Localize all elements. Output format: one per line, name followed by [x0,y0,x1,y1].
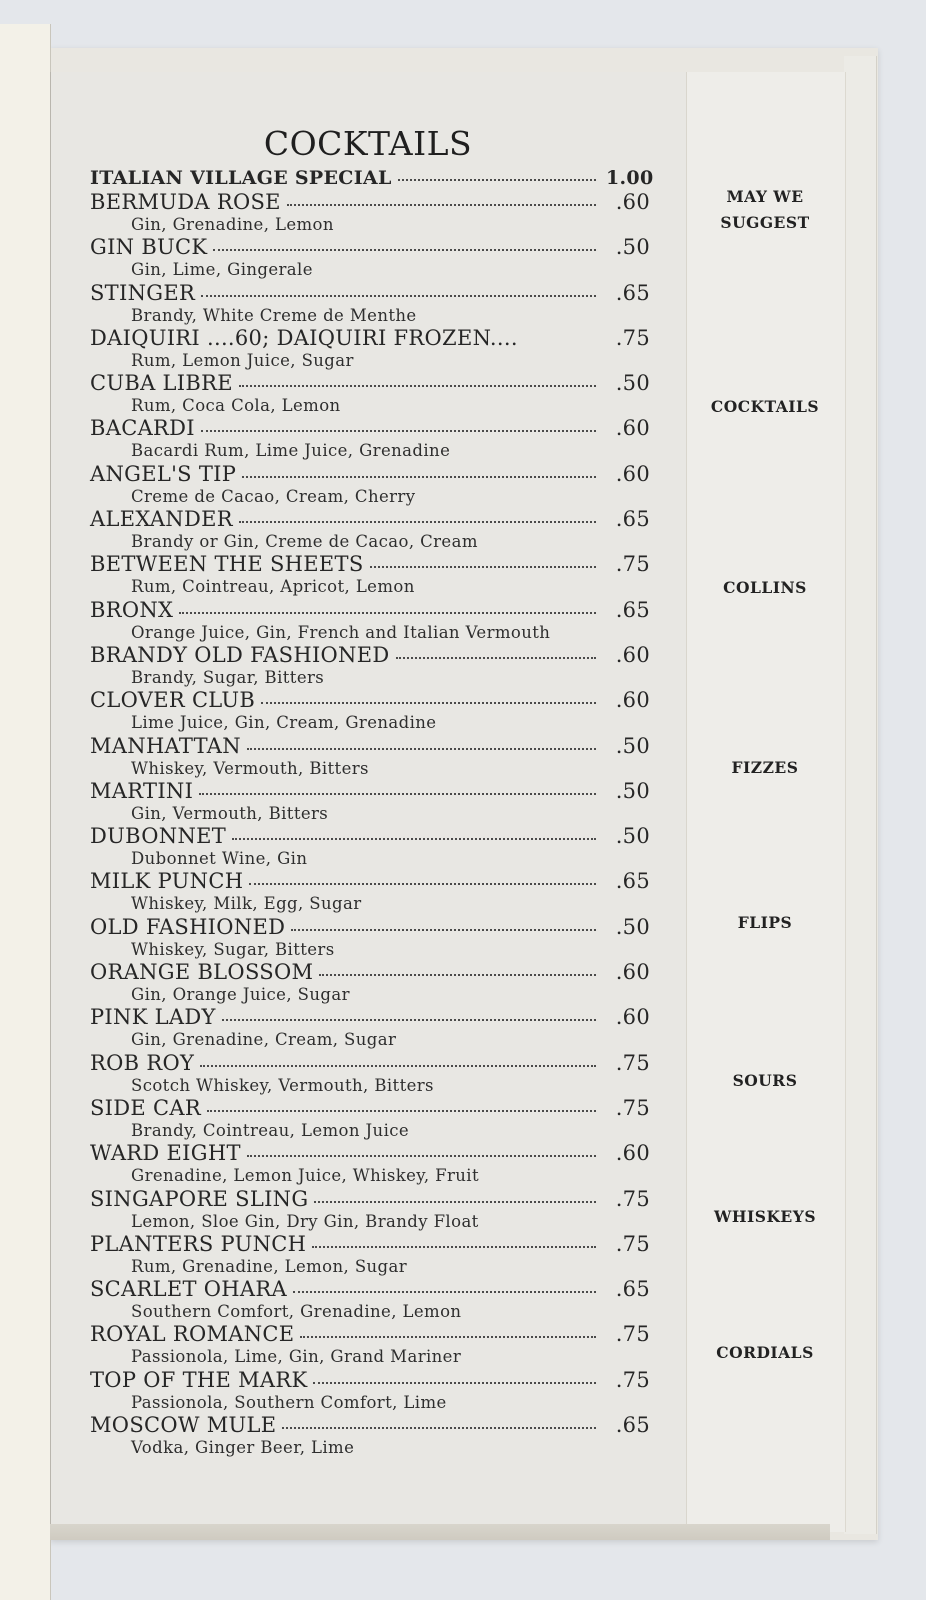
tab-label-line: SUGGEST [720,213,810,232]
tab-collins[interactable]: COLLINS [723,578,807,597]
menu-item [90,462,650,486]
dot-leader [201,295,596,297]
tab-outer-edge [844,56,877,1534]
tab-cordials[interactable]: CORDIALS [716,1343,814,1362]
dot-leader [222,1019,596,1021]
item-ingredients: Rum, Grenadine, Lemon, Sugar [131,1256,408,1276]
dot-leader [247,748,596,750]
item-ingredients: Passionola, Southern Comfort, Lime [131,1392,447,1412]
item-price: .60 [615,688,650,713]
item-ingredients: Rum, Coca Cola, Lemon [131,396,341,416]
item-name: ANGEL'S TIP [90,461,237,486]
item-price: .75 [615,1367,650,1392]
menu-item [90,734,650,758]
item-price: .75 [615,552,650,577]
item-price: .50 [615,914,650,939]
item-price: .50 [615,371,650,396]
item-ingredients: Gin, Grenadine, Lemon [131,215,334,234]
item-price: 1.00 [606,167,654,189]
item-name: BRANDY OLD FASHIONED [90,642,390,667]
item-price: .75 [615,1186,650,1211]
dot-leader [291,929,596,931]
dot-leader [287,204,596,206]
dot-leader [213,249,596,251]
item-price: .75 [615,1095,650,1120]
menu-item [90,190,650,214]
menu-item [90,1096,650,1120]
menu-item [90,915,650,939]
menu-item [90,166,654,190]
dot-leader [312,1246,596,1248]
menu-item [90,1277,650,1301]
item-ingredients: Rum, Cointreau, Apricot, Lemon [131,577,415,597]
menu-item [90,371,650,395]
menu-item [90,235,650,259]
item-price: .50 [615,733,650,758]
item-price: .60 [615,190,650,214]
item-ingredients: Gin, Orange Juice, Sugar [131,985,350,1005]
tab-cocktails[interactable]: COCKTAILS [710,397,820,416]
menu-item [90,1232,650,1256]
item-name: MANHATTAN [90,733,241,758]
item-name: BETWEEN THE SHEETS [90,552,364,577]
menu-item [90,507,650,531]
dot-leader [179,612,596,614]
item-price: .50 [615,235,650,260]
cocktail-menu-list [90,166,654,1458]
item-ingredients: Brandy, White Creme de Menthe [131,305,417,325]
menu-item [90,1413,650,1437]
item-ingredients: Scotch Whiskey, Vermouth, Bitters [131,1075,434,1095]
item-name: CLOVER CLUB [90,688,256,713]
dot-leader [201,430,596,432]
tab-may-we-suggest[interactable] [686,184,844,236]
dot-leader [396,657,597,659]
item-ingredients: Orange Juice, Gin, French and Italian Vermouth [131,622,551,642]
item-name: ITALIAN VILLAGE SPECIAL [90,167,392,189]
item-price: .65 [615,280,650,305]
item-price: .60 [615,416,650,441]
item-name: SINGAPORE SLING [90,1186,309,1211]
item-ingredients: Gin, Vermouth, Bitters [131,803,329,823]
dot-leader [314,1201,596,1203]
item-name: ORANGE BLOSSOM [90,960,314,985]
item-ingredients: Southern Comfort, Grenadine, Lemon [131,1302,462,1322]
item-name: PLANTERS PUNCH [90,1231,307,1256]
menu-item [90,1051,650,1075]
menu-item [90,416,650,440]
tab-flips[interactable]: FLIPS [737,913,793,932]
item-price: .65 [615,597,650,622]
item-ingredients: Whiskey, Vermouth, Bitters [131,758,369,778]
dot-leader [370,566,596,568]
menu-item [90,869,650,893]
dot-leader [200,1065,596,1067]
dot-leader [239,521,596,523]
item-price: .75 [615,1322,650,1347]
section-tab-column [686,72,846,1532]
dot-leader [249,883,596,885]
item-price: .65 [615,1277,650,1302]
tab-whiskeys[interactable]: WHISKEYS [713,1207,817,1226]
item-ingredients: Whiskey, Milk, Egg, Sugar [131,894,362,914]
item-name: MOSCOW MULE [90,1413,277,1438]
item-price: .65 [615,869,650,894]
item-name: OLD FASHIONED [90,914,286,939]
item-price: .60 [615,1141,650,1166]
item-ingredients: Brandy, Sugar, Bitters [131,667,325,687]
item-ingredients: Gin, Lime, Gingerale [131,260,313,280]
item-ingredients: Bacardi Rum, Lime Juice, Grenadine [131,441,451,461]
item-ingredients: Creme de Cacao, Cream, Cherry [131,486,416,506]
item-name: BERMUDA ROSE [90,190,281,214]
dot-leader [398,179,596,181]
item-ingredients: Gin, Grenadine, Cream, Sugar [131,1030,397,1050]
menu-item [90,643,650,667]
item-name: SIDE CAR [90,1095,201,1120]
item-name: SCARLET OHARA [90,1277,287,1302]
item-price: .75 [615,1231,650,1256]
item-price: .60 [615,960,650,985]
item-name: ROB ROY [90,1050,195,1075]
menu-item [90,1322,650,1346]
dot-leader [232,838,596,840]
item-price: .65 [615,507,650,532]
dot-leader [282,1427,596,1429]
item-ingredients: Passionola, Lime, Gin, Grand Mariner [131,1347,462,1367]
dot-leader [293,1291,596,1293]
menu-item [90,598,650,622]
menu-item [90,688,650,712]
item-name: CUBA LIBRE [90,371,233,396]
item-name: ALEXANDER [90,507,233,532]
item-ingredients: Brandy or Gin, Creme de Cacao, Cream [131,532,478,552]
menu-item [90,1368,650,1392]
item-name: PINK LADY [90,1005,216,1030]
item-ingredients: Grenadine, Lemon Juice, Whiskey, Fruit [131,1166,479,1186]
page-title: COCKTAILS [263,124,473,163]
sheet-bottom-edge [50,1524,830,1540]
tab-label-line: MAY WE [726,187,804,206]
dot-leader [261,702,596,704]
item-name: STINGER [90,280,196,305]
item-name: DUBONNET [90,824,227,849]
dot-leader [313,1382,596,1384]
item-ingredients: Whiskey, Sugar, Bitters [131,939,335,959]
item-ingredients: Rum, Lemon Juice, Sugar [131,350,354,370]
item-name: DAIQUIRI ....60; DAIQUIRI FROZEN.... [90,325,518,350]
tab-sours[interactable]: SOURS [732,1071,798,1090]
item-price: .60 [615,461,650,486]
item-ingredients: Brandy, Cointreau, Lemon Juice [131,1120,410,1140]
menu-item [90,1187,650,1211]
dot-leader [239,385,596,387]
dot-leader [319,974,596,976]
item-price: .60 [615,1005,650,1030]
item-price: .75 [615,1050,650,1075]
menu-item [90,326,650,350]
item-name: WARD EIGHT [90,1141,241,1166]
item-ingredients: Lime Juice, Gin, Cream, Grenadine [131,713,437,733]
item-price: .65 [615,1413,650,1438]
item-name: BRONX [90,597,174,622]
item-name: BACARDI [90,416,195,441]
item-ingredients: Vodka, Ginger Beer, Lime [131,1438,355,1458]
left-facing-page [0,24,51,1600]
item-price: .50 [615,778,650,803]
dot-leader [207,1110,596,1112]
dot-leader [247,1155,596,1157]
menu-item [90,281,650,305]
item-name: GIN BUCK [90,235,208,260]
menu-item [90,1005,650,1029]
dot-leader [242,476,596,478]
dot-leader [300,1336,596,1338]
menu-item [90,824,650,848]
item-ingredients: Lemon, Sloe Gin, Dry Gin, Brandy Float [131,1211,479,1231]
item-price: .50 [615,824,650,849]
item-ingredients: Dubonnet Wine, Gin [131,849,308,869]
item-price: .75 [615,325,650,350]
item-name: MARTINI [90,778,194,803]
item-name: MILK PUNCH [90,869,244,894]
item-name: ROYAL ROMANCE [90,1322,295,1347]
item-price: .60 [615,642,650,667]
menu-item [90,960,650,984]
item-name: TOP OF THE MARK [90,1367,308,1392]
tab-fizzes[interactable]: FIZZES [731,758,799,777]
menu-item [90,552,650,576]
menu-item [90,779,650,803]
menu-item [90,1141,650,1165]
dot-leader [199,793,596,795]
